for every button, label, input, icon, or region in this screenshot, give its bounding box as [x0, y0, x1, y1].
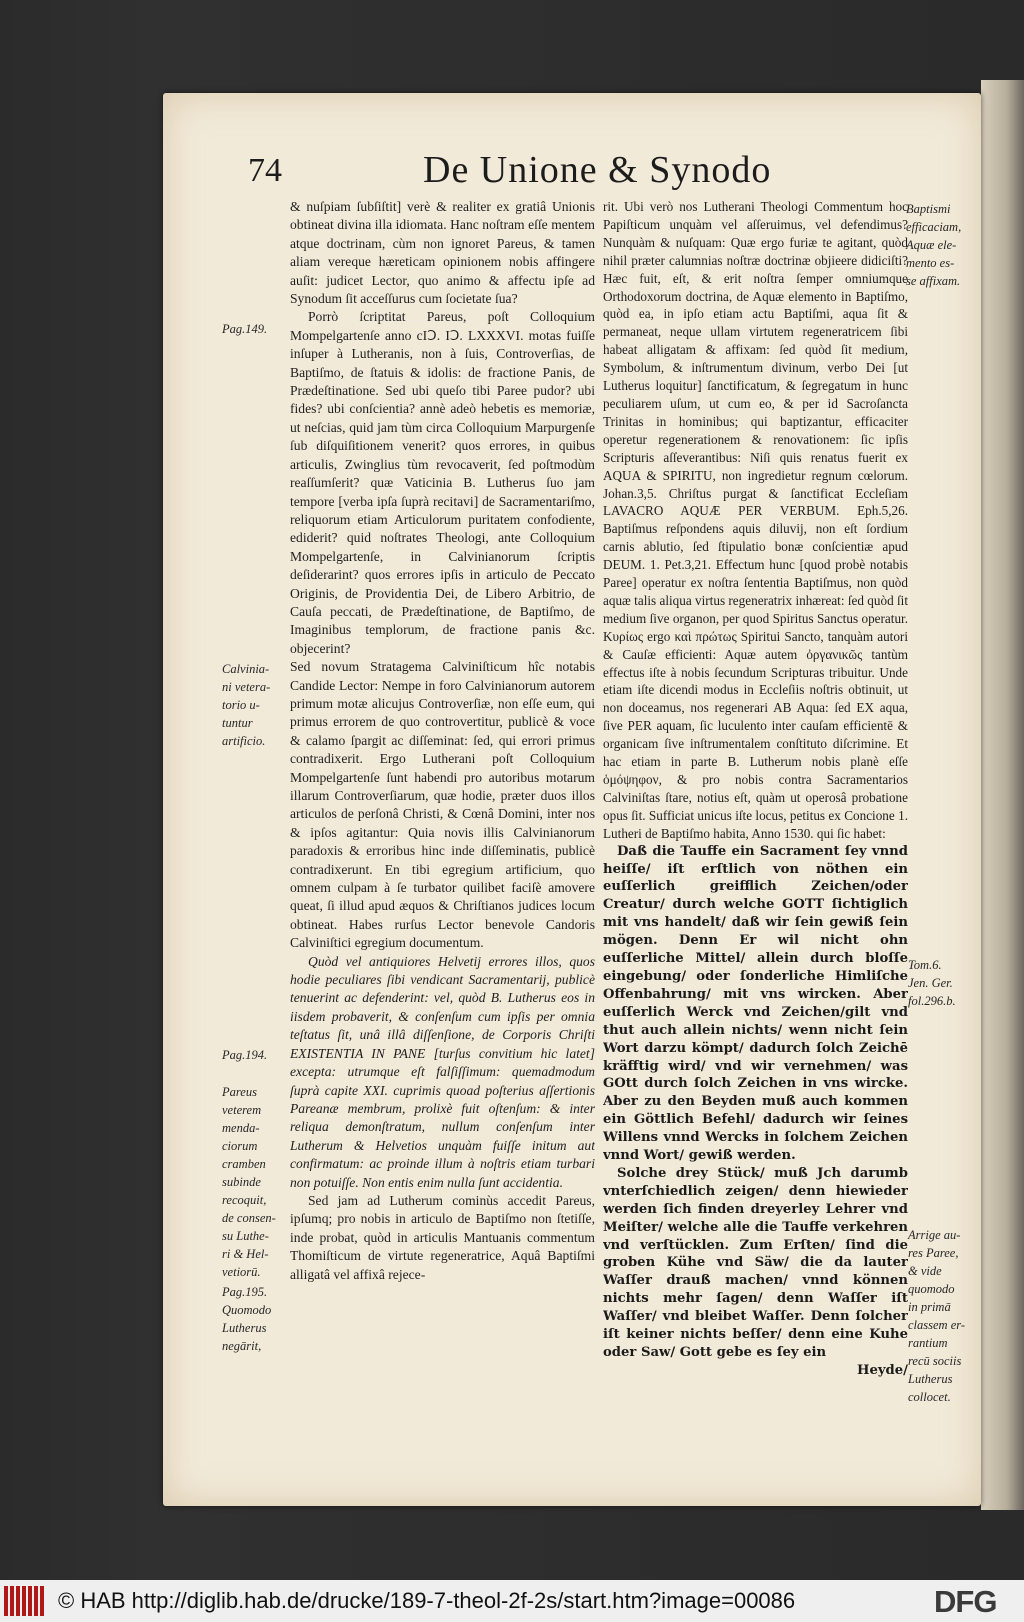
- margin-note-left: Pag.149.: [222, 322, 268, 336]
- margin-note-right: Arrige au- res Paree, & vide quomodo in primā classem er- rantium recū sociis Lutherus collocet.: [908, 1228, 966, 1404]
- paragraph: rit. Ubi verò nos Lutherani Theologi Commentum hoc Papiſticum unquàm vel aſſeruimus, vel defendimus? Nunquàm & nuſquam: Quæ ergo furiæ te agitant, quòd nihil præter calumnias noſtræ doctrinæ objieere didiciſti? Hæc fuit, eſt, & erit noſtra ſemper omniumque Orthodoxorum doctrina, de Aquæ elemento in Baptiſmo, quòd ea, in ipſo etiam actu Baptiſmi, aqua ſit & permaneat, neque ullam virtutem regeneratricem ſibi habeat alligatam & affixam: ſed quòd ſit medium, Symbolum, & inſtrumentum divinum, verbo Dei [ut Lutherus loquitur] ſanctificatum, & ſegregatum in hunc peculiarem uſum, ut cum eo, & per id Sacroſancta Trinitas in hominibus; qui baptizantur, efficaciter operetur regenerationem & renovationem: ſic ipſis Scripturis aſſeverantibus: Niſi quis renatus fuerit ex AQUA & SPIRITU, non ingredietur regnum cœlorum. Johan.3,5. Chriſtus purgat & ſanctificat Eccleſiam LAVACRO AQUÆ PER VERBUM. Eph.5,26. Baptiſmus reſpondens aquis diluvij, non eſt ſordium carnis ablutio, ſed ſtipulatio bonæ conſcientiæ apud DEUM. 1. Pet.3,21. Effectum hunc [quod probè notabis Paree] operatur ex noſtra ſententia Baptiſmus, non quòd aquæ talis aliqua virtus regeneratrix inhæreat: ſed quòd ſit medium ſive organon, per quod Spiritus Sanctus operatur. Κυρίως ergo καὶ πρώτως Spiritui Sancto, tanquàm autori & Cauſæ efficienti: Aquæ autem ὀργανικῶς tantùm effectus iſte à nobis ſecundum Scripturas tribuitur. Unde etiam iſte dicendi modus in Eccleſiis noſtris obtinuit, ut non doceamus, nos regenerari AB Aqua: ſed EX aqua, ſive PER aquam, ſic luculento inter cauſam efficientē & organicam ſive inſtrumentalem conſtituto diſcrimine. Et hac etiam in parte B. Lutherum nobis planè eſſe ὁμόψηφον, & pro nobis contra Sacramentarios Calviniſtas ſtare, notius eſt, quàm ut operosâ probatione opus ſit. Sufficiat unicus iſte locus, petitus ex Concione 1. Lutheri de Baptiſmo habita, Anno 1530. qui ſic habet:: [603, 199, 908, 841]
- paragraph: Sed novum Stratagema Calviniſticum hîc notabis Candide Lector: Nempe in foro Calvinianorum autorem primum motæ alicujus Controverſiæ, non eſſe eum, qui primus errorem de quo controvertitur, publicè & voce & calamo ſpargit ac diſſeminat: ſed, qui errori primus contradixerit. Ergo Lutherani poſt Colloquium Mompelgartenſe ſunt habendi pro autoribus motarum illarum Controverſiarum, quæ hodie, præter duos illos articulos de perſonâ Christi, & Cœnâ Domini, inter nos & ipſos agitantur: Quia novis illis Calvinianorum paradoxis & erroribus hinc inde diſſeminatis, publicè contradixerunt. En tibi egregium artificium, quo omnem culpam à ſe turbator quilibet faciſè amovere queat, ſi illud apud æquos & Chriſtianos judices locum obtineat. Habes rurſus Lector benevole Candoris Calviniſtici egregium documentum.: [290, 659, 595, 951]
- margin-note-left: Pareus veterem menda- ciorum cramben subinde recoquit, de consen- su Luthe- ri & Hel- vetiorū.: [222, 1085, 276, 1279]
- dfg-logo: DFG: [934, 1584, 997, 1619]
- margin-note-left: Pag.195. Quomodo Lutherus negārit,: [222, 1285, 272, 1353]
- margin-note-left: Calvinia- ni vetera- torio u- tuntur artificio.: [222, 662, 271, 748]
- footer-bar: [0, 1580, 1024, 1622]
- page-edge: [981, 80, 1024, 1510]
- paragraph: Porrò ſcriptitat Pareus, poſt Colloquium Mompelgartenſe anno cIↃ. IↃ. LXXXVI. motas fuiſſe inſuper à Lutheranis, non à ſuis, Controverſias, de Baptiſmo, de ſtatuis & idolis: de fractione Panis, de Prædeſtinatione. Sed ubi queſo tibi Paree pudor? ubi fides? ubi conſcientia? annè adeò hebetis es memoriæ, ut neſcias, quid jam tùm circa Colloquium Marpurgenſe ſub diſquiſitionem venerit? quos errores, in quibus articulis, Zwinglius tùm revocaverit, ſed poſtmodùm reaſſumſerit? quæ Vaticinia B. Lutherus ſuo jam tempore [verba ipſa ſuprà recitavi] de Sacramentariſmo, reliquorum etiam Articulorum puritatem confodiente, ediderit? quid noſtrates Theologi, ante Colloquium Mompelgartenſe, in Calvinianorum ſcriptis deſiderarint? quos errores ipſis in articulo de Peccato Originis, de Providentia Dei, de Libero Arbitrio, de Cauſa peccati, de Prædeſtinatione, de Baptiſmo, de Imaginibus templorum, de fractione panis &c. objecerint?: [290, 309, 595, 656]
- footer-url[interactable]: © HAB http://diglib.hab.de/drucke/189-7-theol-2f-2s/start.htm?image=00086: [58, 1588, 796, 1613]
- page-number: 74: [248, 152, 282, 189]
- margin-note-left: Pag.194.: [222, 1048, 268, 1062]
- margin-note-right: Baptismi efficaciam, Aquæ ele- mento es- se affixam.: [906, 202, 962, 288]
- paragraph: Sed jam ad Lutherum cominùs accedit Pareus, ipſumq; pro nobis in articulo de Baptiſmo non ſtetiſſe, inde probat, quòd in articulis Mantuanis commentum Thomiſticum de virtute regeneratrice, Aquâ Baptiſmi alligatâ vel affixâ rejece-: [290, 1192, 595, 1282]
- paragraph: & nuſpiam ſubſiſtit] verè & realiter ex gratiâ Unionis obtineat divina illa idiomata. Hanc noſtram eſſe mentem atque doctrinam, cùm non ignoret Pareus, & tamen aliam vereque hæreticam opinionem nobis affingere auſit: judicet Lector, quo animo & affectu ipſe ad Synodum ſit acceſſurus cum ſocietate ſua?: [290, 199, 595, 307]
- running-title: De Unione & Synodo: [423, 149, 772, 191]
- paragraph: Quòd vel antiquiores Helvetij errores illos, quos hodie peculiares ſibi vendicant Sacramentarij, publicè tenuerint ac defenderint: vel, quòd B. Lutherus eos in iisdem probaverit, & conſenſum cum ipſis per omnia teſtatus ſit, unâ illâ diſſenſione, de Corporis Chriſti EXISTENTIA IN PANE [turſus convitium hic latet] excepta: utrumque eſt falſiſſimum: quemadmodum ſuprà capite XXI. cuprimis quoad poſterius aſſertionis Pareanæ membrum, prolixè fuit oſtenſum: & inter reliqua demonſtratum, nullum conſenſum inter Lutherum & Helvetios unquàm fuiſſe initum aut confirmatum: ac proinde illum à noſtris etiam turbari non potuiſſe. Non entis enim nulla ſunt accidentia.: [290, 953, 595, 1190]
- text-column-right: [603, 198, 908, 1398]
- german-quote: Daß die Tauffe ein Sacrament ſey vnnd heiſſe/ iſt erſtlich von nöthen ein euſſerlich greifflich Zeichen/oder Creatur/ durch welche GOTT ſichtiglich mit vns handelt/ daß wir ſein gewiß ſein mögen. Denn Er wil nicht ohn euſſerliche Mittel/ allein durch bloſſe eingebung/ oder ſonderliche Himliſche Offenbahrung/ mit vns wircken. Aber euſſerlich Werck vnd Zeichen/gilt vnd thut auch allein nichts/ wenn nicht ſein Wort darzu kömpt/ dadurch ſolch Zeichē kräfftig wird/ vnd wir vernehmen/ was GOtt durch ſolch Zeichen in vns wircke. Aber zu den Beyden muß auch kommen ein Göttlich Befehl/ dadurch wir ſeines Willens vnnd Wercks in ſolchem Zeichen vnnd Wort/ gewiß werden.: [603, 843, 908, 1164]
- hab-logo-icon: [4, 1586, 46, 1616]
- margin-note-right: Tom.6. Jen. Ger. fol.296.b.: [908, 958, 956, 1008]
- page-header: [248, 148, 968, 198]
- text-column-left: [290, 198, 595, 1398]
- german-quote: Solche drey Stück/ muß Jch darumb vnterſchiedlich zeigen/ denn hiewieder werden ſich finden dreyerley Lehrer vnd Meiſter/ welche alle die Tauffe verkehren vnd verſtücklen. Zum Erſten/ ſind die groben Kühe vnd Säw/ die da lauter Waſſer drauß machen/ vnnd können nichts mehr ſagen/ denn Waſſer iſt Waſſer/ vnd bleibet Waſſer. Denn ſolcher iſt keiner nichts beſſer/ denn eine Kuhe oder Saw/ Gott gebe es ſey ein: [603, 1165, 908, 1360]
- german-quote-end: Heyde/: [857, 1362, 908, 1378]
